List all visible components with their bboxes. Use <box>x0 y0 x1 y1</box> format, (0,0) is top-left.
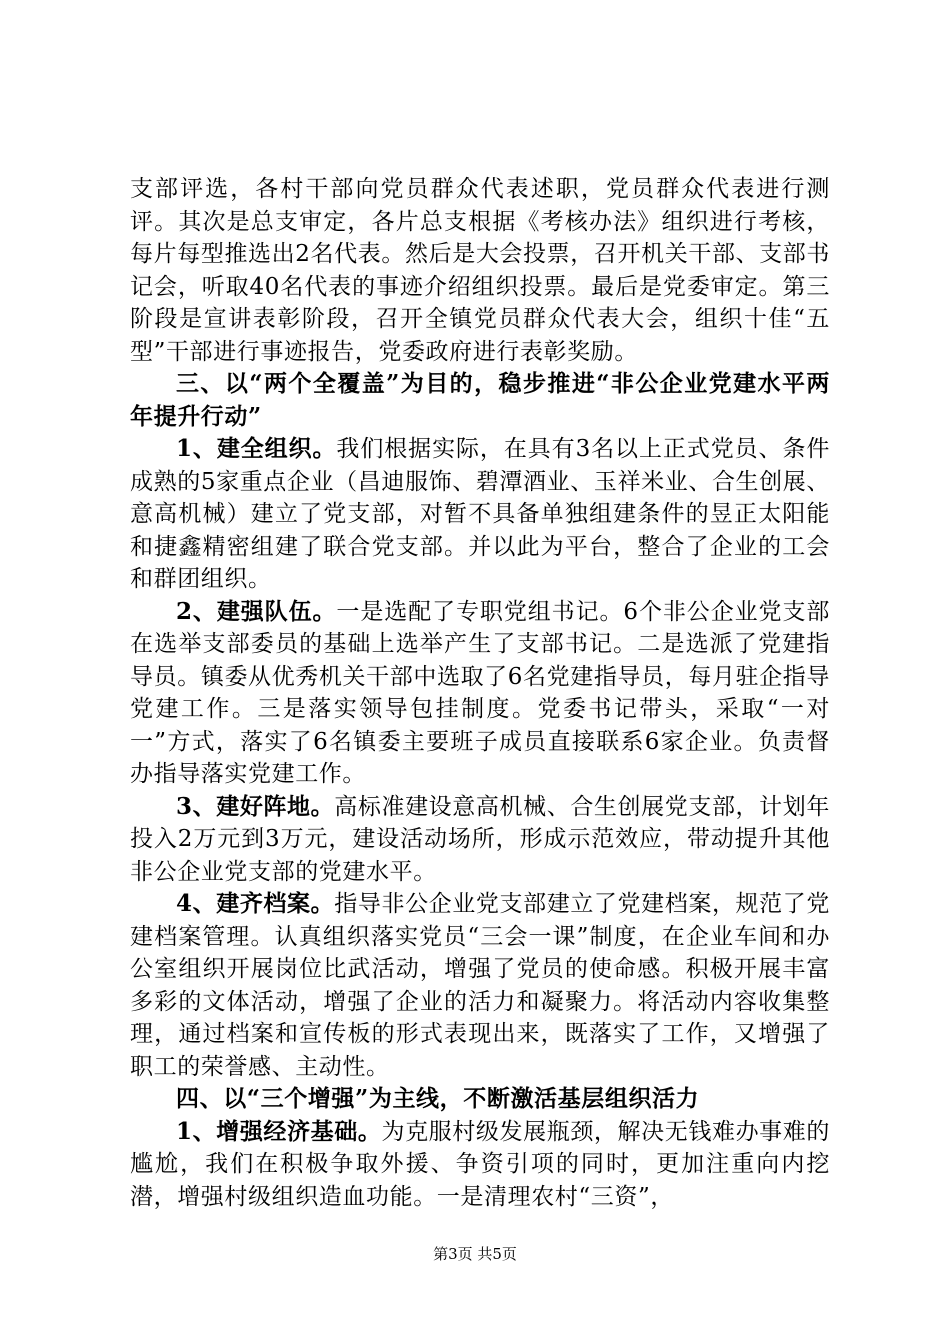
section-heading-3 <box>130 368 830 433</box>
paragraph-4 <box>130 791 830 889</box>
paragraph-lead: 1、增强经济基础。 <box>176 1117 382 1145</box>
paragraph-text: 我们根据实际，在具有3名以上正式党员、条件成熟的5家重点企业（昌迪服饰、碧潭酒业、玉祥米业、合生创展、意高机械）建立了党支部，对暂不具备单独组建条件的昱正太阳能和捷鑫精密组建了联合党支部。并以此为平台，整合了企业的工会和群团组织。 <box>130 436 830 592</box>
page-footer: 第3页 共5页 <box>433 1245 517 1263</box>
heading-text: 四、以“三个增强”为主线，不断激活基层组织活力 <box>176 1085 700 1112</box>
paragraph-5 <box>130 888 830 1083</box>
paragraph-lead: 2、建强队伍。 <box>176 597 337 625</box>
document-body <box>130 173 830 1213</box>
paragraph-3 <box>130 596 830 791</box>
paragraph-0 <box>130 173 830 368</box>
paragraph-lead: 1、建全组织。 <box>176 435 337 462</box>
paragraph-2 <box>130 433 830 596</box>
heading-text: 三、以“两个全覆盖”为目的，稳步推进“非公企业党建水平两年提升行动” <box>130 370 830 430</box>
paragraph-text: 指导非公企业党支部建立了党建档案，规范了党建档案管理。认真组织落实党员“三会一课”制度，在企业车间和办公室组织开展岗位比武活动，增强了党员的使命感。积极开展丰富多彩的文体活动，增强了企业的活力和凝聚力。将活动内容收集整理，通过档案和宣传板的形式表现出来，既落实了工作，又增强了职工的荣誉感、主动性。 <box>130 891 830 1080</box>
paragraph-text: 高标准建设意高机械、合生创展党支部，计划年投入2万元到3万元，建设活动场所，形成示范效应，带动提升其他非公企业党支部的党建水平。 <box>130 793 830 885</box>
paragraph-text: 为克服村级发展瓶颈，解决无钱难办事难的尴尬，我们在积极争取外援、争资引项的同时，更加注重向内挖潜，增强村级组织造血功能。一是清理农村“三资”， <box>130 1118 830 1210</box>
section-heading-4 <box>130 1083 830 1116</box>
paragraph-7 <box>130 1116 830 1214</box>
paragraph-text: 支部评选，各村干部向党员群众代表述职，党员群众代表进行测评。其次是总支审定，各片总支根据《考核办法》组织进行考核，每片每型推选出2名代表。然后是大会投票，召开机关干部、支部书记会，听取40名代表的事迹介绍组织投票。最后是党委审定。第三阶段是宣讲表彰阶段，召开全镇党员群众代表大会，组织十佳“五型”干部进行事迹报告，党委政府进行表彰奖励。 <box>130 176 830 365</box>
paragraph-lead: 4、建齐档案。 <box>176 890 335 917</box>
paragraph-lead: 3、建好阵地。 <box>176 792 335 820</box>
paragraph-text: 一是选配了专职党组书记。6个非公企业党支部在选举支部委员的基础上选举产生了支部书记。二是选派了党建指导员。镇委从优秀机关干部中选取了6名党建指导员，每月驻企指导党建工作。三是落实领导包挂制度。党委书记带头，采取“一对一”方式，落实了6名镇委主要班子成员直接联系6家企业。负责督办指导落实党建工作。 <box>130 598 830 787</box>
